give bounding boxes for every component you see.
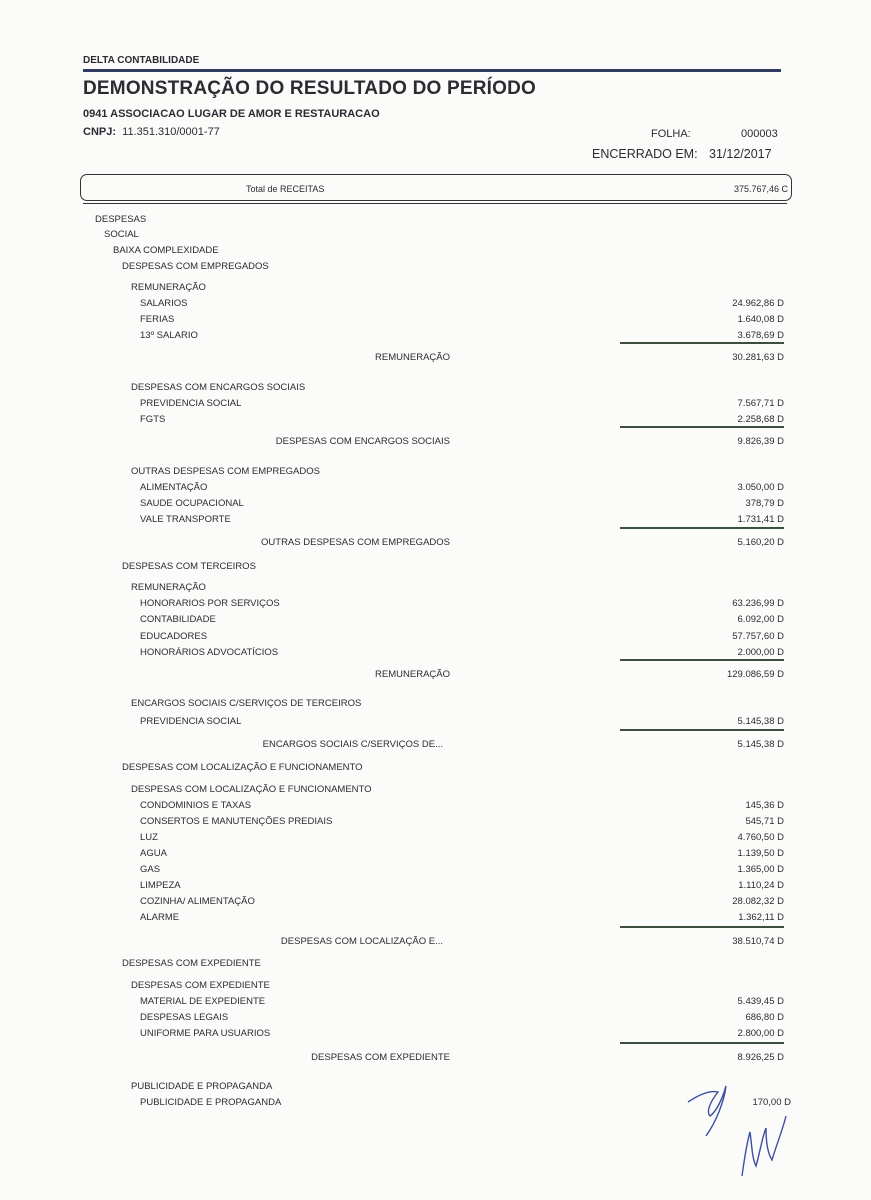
ledger-row [0,784,871,798]
ledger-row [0,832,871,846]
account-value: 3.050,00 D [737,482,784,493]
account-label: CONSERTOS E MANUTENÇÕES PREDIAIS [140,816,333,827]
ledger-row [0,229,871,243]
subtotal-rule [620,426,784,428]
subtotal-label: REMUNERAÇÃO [375,669,450,680]
account-value: 1.110,24 D [738,880,784,891]
ledger-row [0,848,871,862]
account-label: SALARIOS [140,298,188,309]
subtotal-value: 30.281,63 D [732,352,784,363]
account-value: 1.362,11 D [738,912,784,923]
folha-value: 000003 [741,128,778,140]
ledger-row [0,298,871,312]
subtotal-row [0,739,871,753]
account-label: AGUA [140,848,167,859]
ledger-row [0,816,871,830]
account-label: CONDOMINIOS E TAXAS [140,800,252,811]
receitas-value: 375.767,46 C [733,184,788,194]
ledger-row [0,466,871,480]
header-rule [83,69,781,72]
receitas-underline [83,203,787,204]
ledger-row [0,1028,871,1042]
account-value: 2.800,00 D [737,1028,784,1039]
ledger-row [0,314,871,328]
account-label: PREVIDENCIA SOCIAL [140,716,242,727]
subtotal-value: 5.145,38 D [737,739,784,750]
ledger-row [0,398,871,412]
subtotal-label: DESPESAS COM EXPEDIENTE [311,1052,450,1063]
account-value: 1.640,08 D [737,314,784,325]
ledger-row [0,912,871,926]
account-value: 170,00 D [752,1097,791,1108]
account-label: PREVIDENCIA SOCIAL [140,398,242,409]
account-label: FERIAS [140,314,175,325]
account-value: 5.439,45 D [737,996,784,1007]
ledger-row [0,896,871,910]
account-label: PUBLICIDADE E PROPAGANDA [140,1097,282,1108]
ledger-row [0,261,871,275]
ledger-row [0,958,871,972]
group-heading: BAIXA COMPLEXIDADE [113,245,219,256]
encerrado-label: ENCERRADO EM: [592,147,698,161]
subtotal-row [0,352,871,366]
group-heading: DESPESAS COM LOCALIZAÇÃO E FUNCIONAMENTO [131,784,372,795]
group-heading: DESPESAS [95,214,147,225]
subtotal-label: DESPESAS COM ENCARGOS SOCIAIS [275,436,450,447]
group-heading: OUTRAS DESPESAS COM EMPREGADOS [131,466,320,477]
ledger-row [0,864,871,878]
account-value: 7.567,71 D [737,398,784,409]
account-value: 145,36 D [745,800,784,811]
subtotal-label: REMUNERAÇÃO [375,352,450,363]
group-heading: DESPESAS COM EXPEDIENTE [131,980,270,991]
cnpj-label: CNPJ: [83,126,117,138]
subtotal-row [0,1052,871,1066]
folha-label: FOLHA: [651,128,691,140]
subtotal-rule [620,729,784,731]
account-label: 13º SALARIO [140,330,198,341]
subtotal-row [0,537,871,551]
account-value: 3.678,69 D [737,330,784,341]
subtotal-value: 129.086,59 D [726,669,784,680]
account-value: 24.962,86 D [732,298,784,309]
group-heading: PUBLICIDADE E PROPAGANDA [131,1081,273,1092]
ledger-row [0,561,871,575]
group-heading: REMUNERAÇÃO [131,582,206,593]
account-value: 1.365,00 D [737,864,784,875]
subtotal-rule [620,659,784,661]
ledger-row [0,980,871,994]
account-value: 1.139,50 D [737,848,784,859]
ledger-row [0,245,871,259]
account-value: 57.757,60 D [732,631,784,642]
ledger-row [0,716,871,730]
account-value: 686,80 D [745,1012,784,1023]
entity-name: 0941 ASSOCIACAO LUGAR DE AMOR E RESTAURACAO [83,108,380,120]
account-label: ALIMENTAÇÃO [140,482,208,493]
cnpj-value: 11.351.310/0001-77 [122,126,220,138]
account-label: UNIFORME PARA USUARIOS [140,1028,271,1039]
group-heading: DESPESAS COM EXPEDIENTE [122,958,261,969]
ledger-row [0,214,871,228]
account-value: 6.092,00 D [737,614,784,625]
account-label: DESPESAS LEGAIS [140,1012,229,1023]
subtotal-label: OUTRAS DESPESAS COM EMPREGADOS [261,537,450,548]
account-label: HONORÁRIOS ADVOCATÍCIOS [140,647,279,658]
account-value: 2.258,68 D [737,414,784,425]
ledger-row [0,800,871,814]
account-value: 1.731,41 D [737,514,784,525]
subtotal-rule [620,1042,784,1044]
account-value: 378,79 D [745,498,784,509]
ledger-row [0,631,871,645]
account-value: 4.760,50 D [737,832,784,843]
account-label: VALE TRANSPORTE [140,514,231,525]
account-label: LIMPEZA [140,880,181,891]
subtotal-rule [620,926,784,928]
account-label: COZINHA/ ALIMENTAÇÃO [140,896,255,907]
group-heading: REMUNERAÇÃO [131,282,206,293]
account-value: 2.000,00 D [737,647,784,658]
account-label: LUZ [140,832,158,843]
subtotal-label: ENCARGOS SOCIAIS C/SERVIÇOS DE... [262,739,443,750]
group-heading: DESPESAS COM TERCEIROS [122,561,256,572]
account-label: HONORARIOS POR SERVIÇOS [140,598,280,609]
subtotal-row [0,436,871,450]
subtotal-value: 38.510,74 D [732,936,784,947]
group-heading: SOCIAL [104,229,139,240]
ledger-row [0,482,871,496]
subtotal-rule [620,527,784,529]
account-label: FGTS [140,414,166,425]
cnpj [83,126,220,138]
encerrado-value: 31/12/2017 [709,147,772,161]
ledger-row [0,996,871,1010]
subtotal-value: 8.926,25 D [737,1052,784,1063]
receitas-label: Total de RECEITAS [246,184,325,194]
ledger-row [0,598,871,612]
receitas-box [80,174,792,201]
ledger-row [0,614,871,628]
account-value: 28.082,32 D [732,896,784,907]
account-label: EDUCADORES [140,631,208,642]
ledger-row [0,880,871,894]
account-value: 5.145,38 D [737,716,784,727]
account-label: SAUDE OCUPACIONAL [140,498,244,509]
group-heading: DESPESAS COM ENCARGOS SOCIAIS [131,382,306,393]
report-title: DEMONSTRAÇÃO DO RESULTADO DO PERÍODO [83,78,537,99]
account-label: CONTABILIDADE [140,614,216,625]
ledger-row [0,514,871,528]
subtotal-row [0,936,871,950]
subtotal-rule [620,342,784,344]
ledger-row [0,282,871,296]
group-heading: DESPESAS COM LOCALIZAÇÃO E FUNCIONAMENTO [122,762,363,773]
ledger-row [0,382,871,396]
subtotal-label: DESPESAS COM LOCALIZAÇÃO E... [280,936,443,947]
ledger-row [0,698,871,712]
ledger-row [0,498,871,512]
group-heading: DESPESAS COM EMPREGADOS [122,261,269,272]
subtotal-value: 9.826,39 D [737,436,784,447]
ledger-row [0,1012,871,1026]
account-value: 63.236,99 D [732,598,784,609]
company-name: DELTA CONTABILIDADE [83,55,200,66]
ledger-row [0,582,871,596]
account-label: MATERIAL DE EXPEDIENTE [140,996,266,1007]
subtotal-value: 5.160,20 D [737,537,784,548]
signature-initials [680,1072,790,1182]
subtotal-row [0,669,871,683]
group-heading: ENCARGOS SOCIAIS C/SERVIÇOS DE TERCEIROS [131,698,362,709]
account-value: 545,71 D [745,816,784,827]
ledger-row [0,762,871,776]
account-label: GAS [140,864,161,875]
account-label: ALARME [140,912,180,923]
